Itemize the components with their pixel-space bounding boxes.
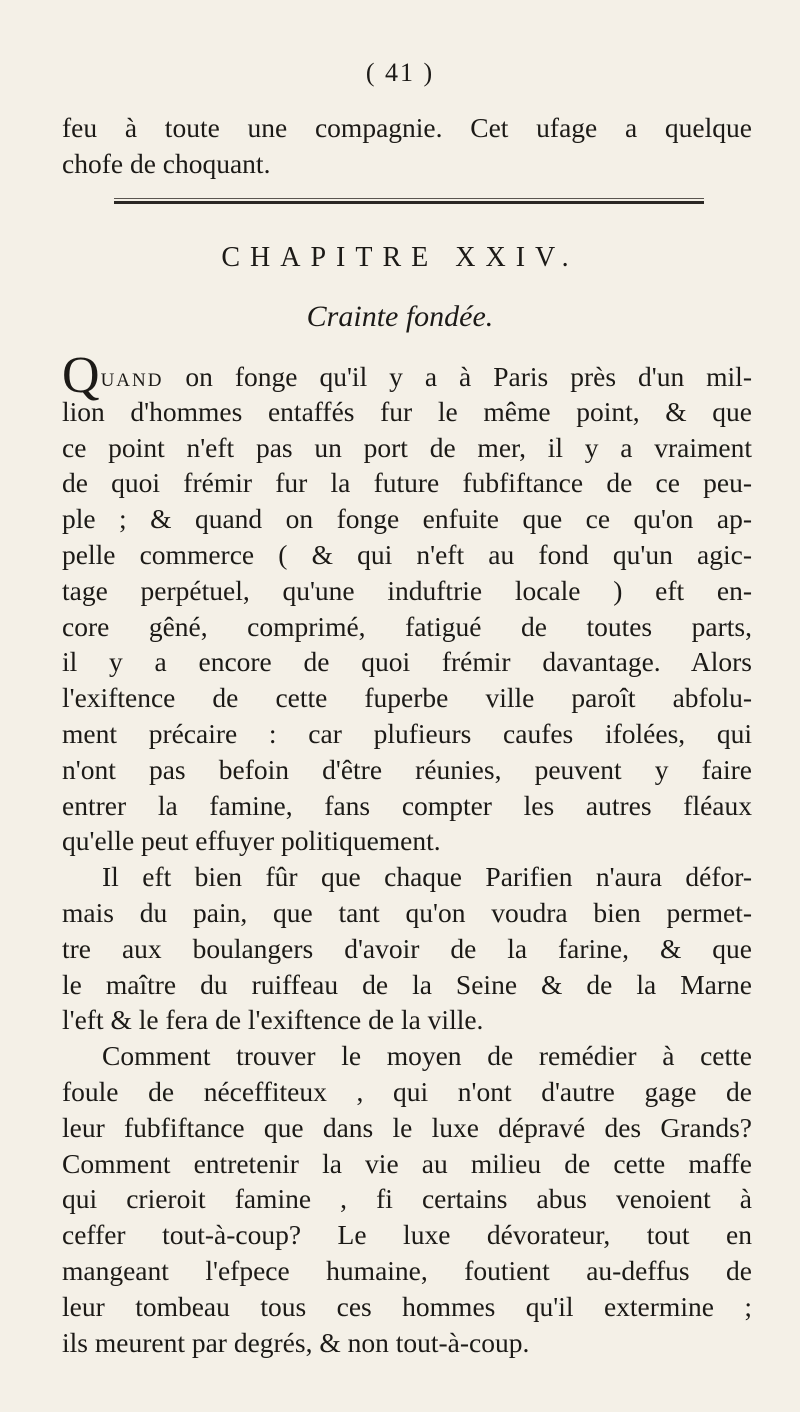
text-line: Comment trouver le moyen de remédier à cette (102, 1040, 752, 1072)
paragraph-2 (62, 859, 752, 1038)
text-line: ment précaire : car plufieurs caufes ifolées, qui (62, 717, 752, 749)
text-line: Comment entretenir la vie au milieu de cette maffe (62, 1147, 752, 1179)
text-line: leur tombeau tous ces hommes qu'il extermine ; (62, 1290, 752, 1322)
text-line: ceffer tout-à-coup? Le luxe dévorateur, tout en (62, 1219, 752, 1251)
text-line: mais du pain, que tant qu'on voudra bien permet- (62, 896, 752, 928)
text-line: mangeant l'efpece humaine, foutient au-deffus de (62, 1254, 752, 1286)
text-line: ple ; & quand on fonge enfuite que ce qu'on ap- (62, 503, 752, 535)
text-line: ils meurent par degrés, & non tout-à-coup. (62, 1326, 530, 1358)
text-line: feu à toute une compagnie. Cet ufage a quelque (62, 112, 752, 143)
text-line: de quoi frémir fur la future fubfiftance de ce peu- (62, 467, 752, 499)
page-number: ( 41 ) (365, 58, 435, 87)
first-line (62, 347, 752, 404)
text-line: entrer la famine, fans compter les autres fléaux (62, 789, 752, 821)
text-line: chofe de choquant. (62, 147, 271, 179)
text-line: ce point n'eft pas un port de mer, il y a vraiment (62, 431, 752, 463)
text-line: core gêné, comprimé, fatigué de toutes parts, (62, 610, 752, 642)
text-line: qui crieroit famine , fi certains abus venoient à (62, 1183, 752, 1215)
chapter-divider-thin-rule (114, 198, 704, 199)
chapter-title: CHAPITRE XXIV. (221, 242, 579, 273)
chapter-subtitle: Crainte fondée. (306, 300, 494, 333)
text-line: pelle commerce ( & qui n'eft au fond qu'un agic- (62, 538, 752, 570)
text-line: tre aux boulangers d'avoir de la farine, & que (62, 932, 752, 964)
text-line: l'eft & le fera de l'exiftence de la ville. (62, 1004, 484, 1036)
text-line: Il eft bien fûr que chaque Parifien n'aura défor- (102, 861, 752, 893)
text-line: l'exiftence de cette fuperbe ville paroît abfolu- (62, 682, 752, 714)
text-line: tage perpétuel, qu'une induftrie locale ) eft en- (62, 574, 752, 606)
top-paragraph (62, 110, 752, 182)
paragraph-3 (62, 1038, 752, 1360)
first-word-smallcaps: UAND (100, 370, 164, 391)
paragraph-1 (62, 394, 752, 859)
first-line-text: on fonge qu'il y a à Paris près d'un mil- (163, 361, 752, 392)
text-line: lion d'hommes entaffés fur le même point, & que (62, 395, 752, 427)
text-line: qu'elle peut effuyer politiquement. (62, 825, 441, 857)
chapter-divider-rule (114, 201, 704, 204)
chapter-body (62, 347, 752, 1360)
text-line: leur fubfiftance que dans le luxe dépravé des Grands? (62, 1111, 752, 1143)
text-line: foule de néceffiteux , qui n'ont d'autre gage de (62, 1075, 752, 1107)
text-line: le maître du ruiffeau de la Seine & de la Marne (62, 968, 752, 1000)
text-line: n'ont pas befoin d'être réunies, peuvent y faire (62, 753, 752, 785)
text-line: il y a encore de quoi frémir davantage. Alors (62, 646, 752, 678)
drop-cap: Q (62, 347, 100, 404)
